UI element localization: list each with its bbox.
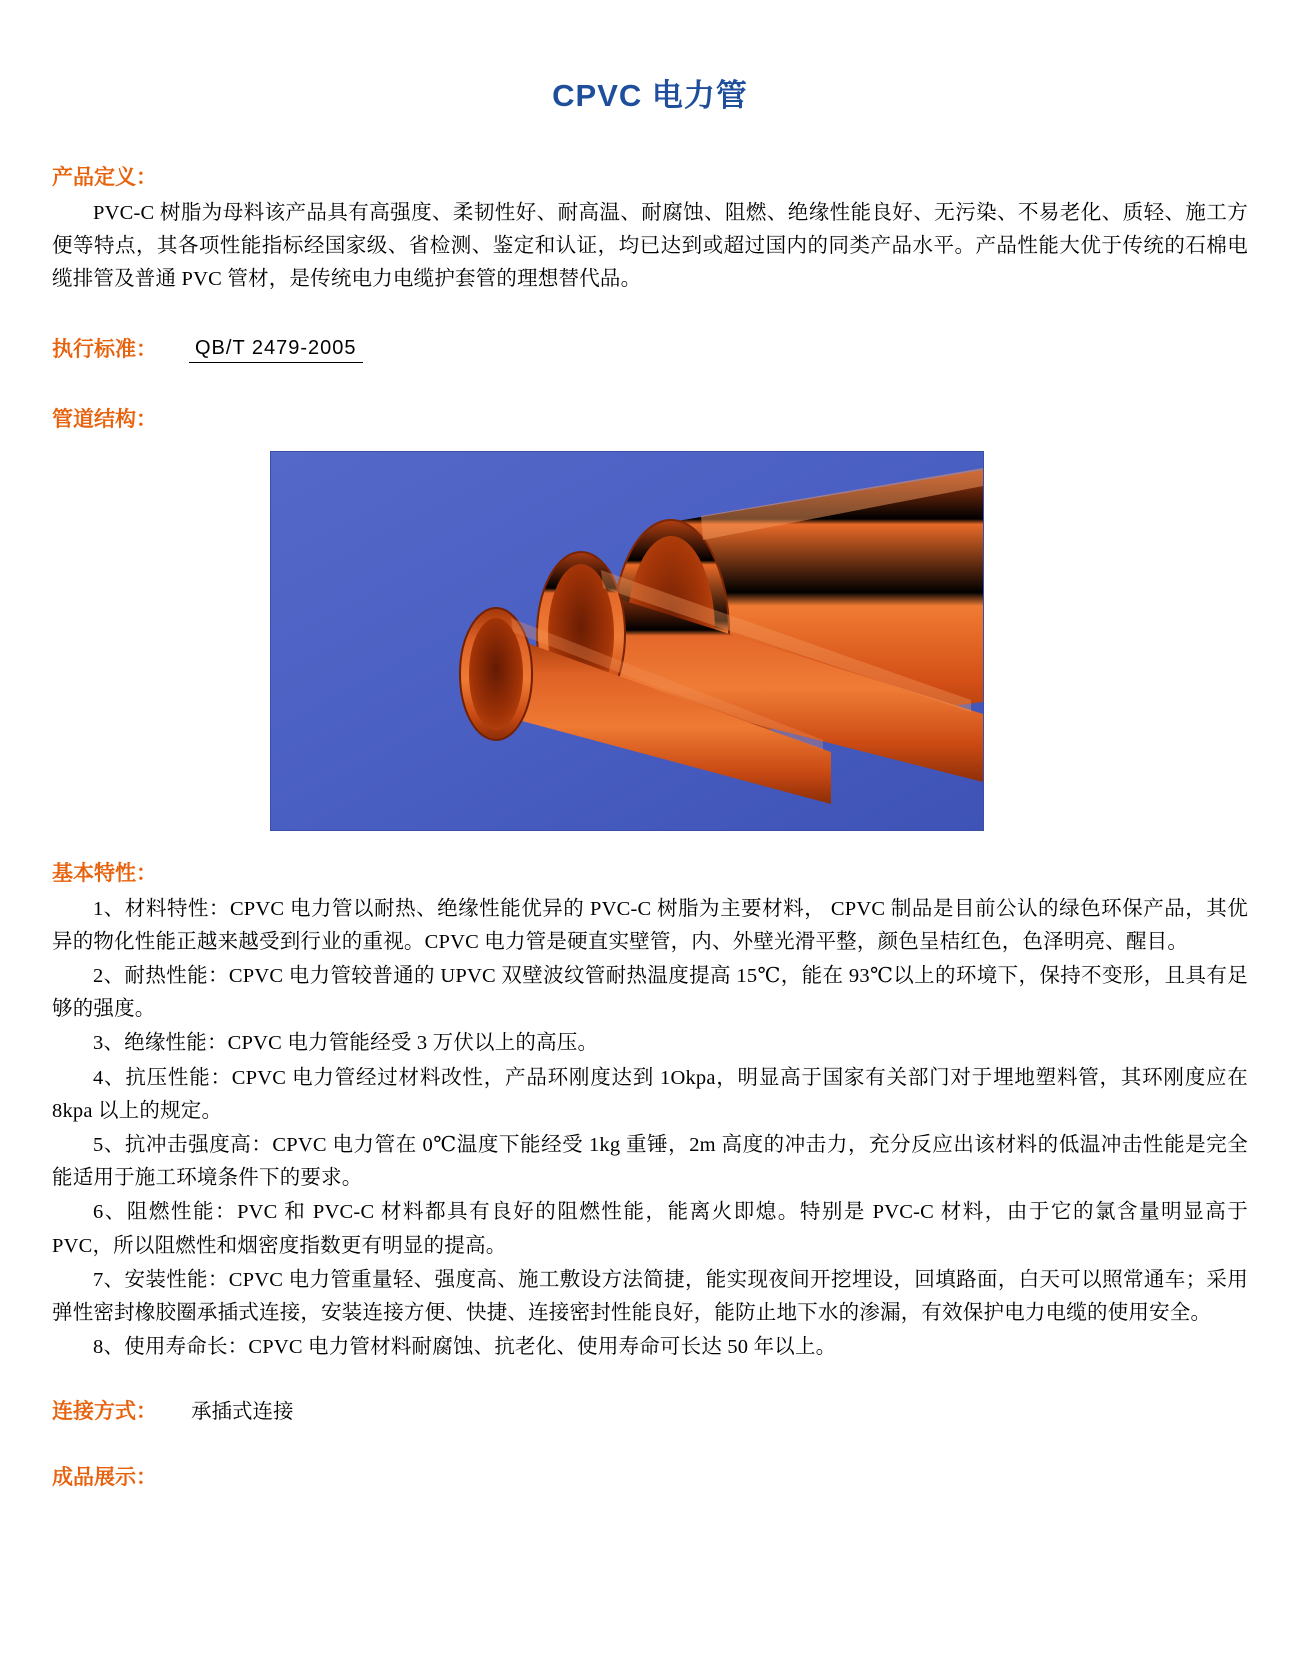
- feature-item: 3、绝缘性能：CPVC 电力管能经受 3 万伏以上的高压。: [93, 1032, 599, 1055]
- standard-label: 执行标准：: [52, 337, 157, 361]
- structure-figure: [52, 451, 1248, 831]
- feature-item: 7、安装性能：CPVC 电力管重量轻、强度高、施工敷设方法简捷，能实现夜间开挖埋设，回填路面，白天可以照常通车；采用弹性密封橡胶圈承插式连接，安装连接方便、快捷、连接密封性能良好，能防止地下水的渗漏，有效保护电力电缆的使用安全。: [52, 1268, 1248, 1325]
- standard-section: [52, 333, 1248, 369]
- product-definition-label: 产品定义：: [52, 166, 157, 189]
- feature-item: 5、抗冲击强度高：CPVC 电力管在 0℃温度下能经受 1kg 重锤，2m 高度的冲击力，充分反应出该材料的低温冲击性能是完全能适用于施工环境条件下的要求。: [52, 1134, 1248, 1190]
- connection-section: [52, 1394, 1248, 1431]
- basic-features-label: 基本特性：: [52, 861, 157, 885]
- connection-label: 连接方式：: [52, 1400, 157, 1424]
- product-definition-text: PVC-C 树脂为母料该产品具有高强度、柔韧性好、耐高温、耐腐蚀、阻燃、绝缘性能良好、无污染、不易老化、质轻、施工方便等特点，其各项性能指标经国家级、省检测、鉴定和认证，均已达到或超过国内的同类产品水平。产品性能大优于传统的石棉电缆排管及普通 PVC 管材，是传统电力电缆护套管的理想替代品。: [52, 202, 1248, 291]
- cpvc-pipe-photo: [270, 451, 984, 831]
- feature-item: 8、使用寿命长：CPVC 电力管材料耐腐蚀、抗老化、使用寿命可长达 50 年以上。: [93, 1336, 837, 1359]
- connection-value: 承插式连接: [191, 1401, 294, 1424]
- feature-item: 1、材料特性：CPVC 电力管以耐热、绝缘性能优异的 PVC-C 树脂为主要材料， CPVC 制品是目前公认的绿色环保产品，其优异的物化性能正越来越受到行业的重视。CPVC 电力管是硬直实壁管，内、外壁光滑平整，颜色呈桔红色，色泽明亮、醒目。: [52, 897, 1248, 953]
- showcase-label: 成品展示：: [52, 1466, 157, 1490]
- product-definition-section: [52, 161, 1248, 297]
- standard-value: QB/T 2479-2005: [189, 337, 363, 363]
- feature-item: 2、耐热性能：CPVC 电力管较普通的 UPVC 双壁波纹管耐热温度提高 15℃，能在 93℃以上的环境下，保持不变形，且具有足够的强度。: [52, 965, 1248, 1021]
- page-title: CPVC 电力管: [552, 78, 748, 113]
- basic-features-section: [52, 857, 1248, 1365]
- feature-item: 4、抗压性能：CPVC 电力管经过材料改性，产品环刚度达到 1Okpa，明显高于国家有关部门对于埋地塑料管，其环刚度应在 8kpa 以上的规定。: [52, 1066, 1248, 1122]
- feature-item: 6、阻燃性能：PVC 和 PVC-C 材料都具有良好的阻燃性能，能离火即熄。特别是 PVC-C 材料，由于它的氯含量明显高于 PVC，所以阻燃性和烟密度指数更有明显的提高。: [52, 1201, 1248, 1257]
- showcase-section: [52, 1461, 1248, 1497]
- structure-section: [52, 403, 1248, 433]
- structure-label: 管道结构：: [52, 407, 157, 431]
